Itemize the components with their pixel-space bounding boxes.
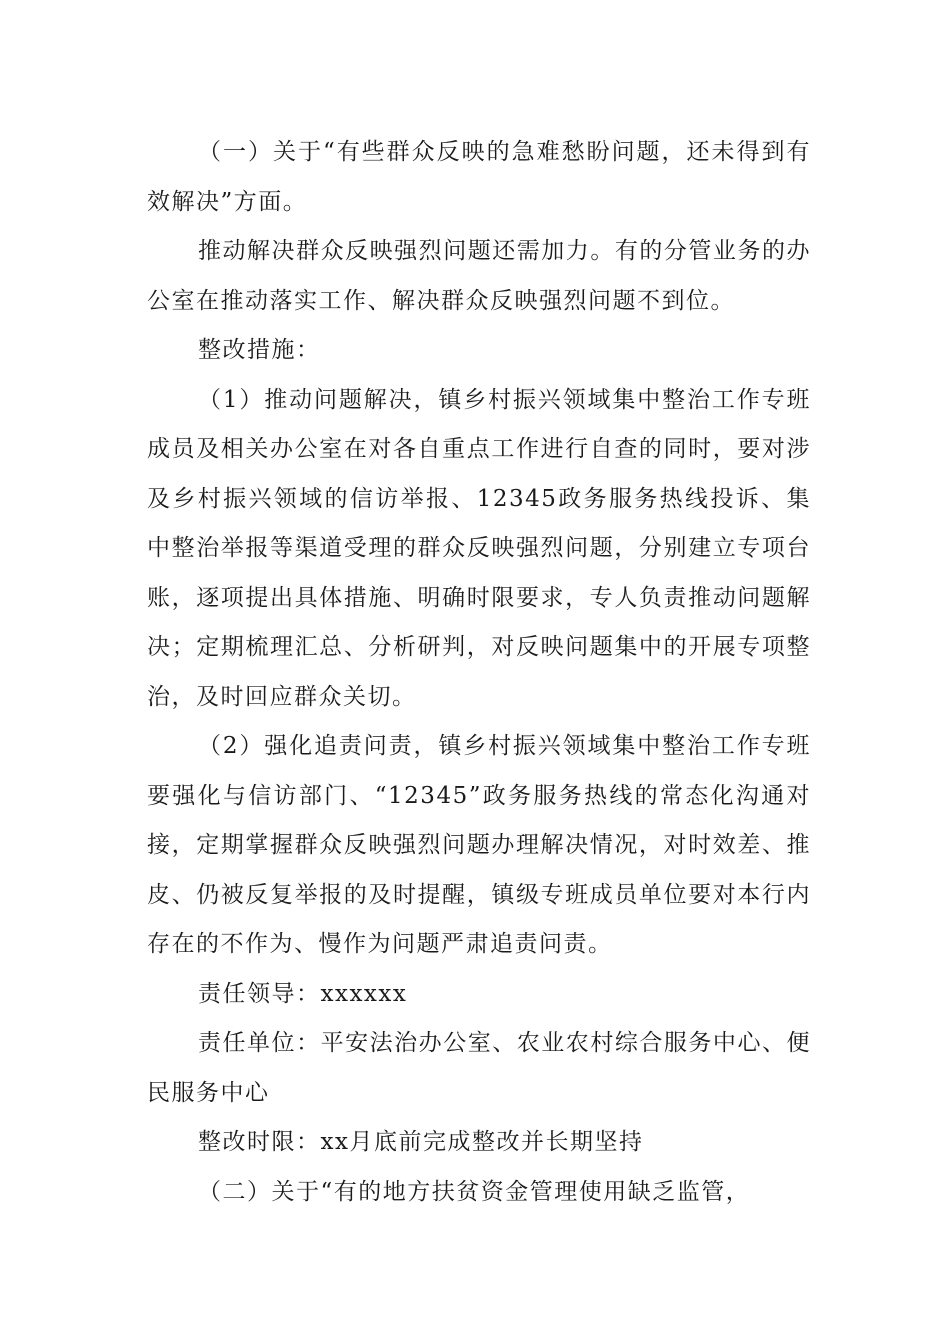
measure-2-paragraph: （2）强化追责问责，镇乡村振兴领域集中整治工作专班要强化与信访部门、“12345”政务服务热线的常态化沟通对接，定期掌握群众反映强烈问题办理解决情况，对时效差、推皮、仍被反复举报的及时提醒，镇级专班成员单位要对本行内存在的不作为、慢作为问题严肃追责问责。 (147, 733, 811, 957)
problem-description: 推动解决群众反映强烈问题还需加力。有的分管业务的办公室在推动落实工作、解决群众反映强烈问题不到位。 (147, 238, 811, 314)
responsible-leader: 责任领导：xxxxxx (198, 980, 408, 1007)
measures-heading: 整改措施： (198, 337, 321, 363)
section-two-heading: （二）关于“有的地方扶贫资金管理使用缺乏监管， (198, 1178, 751, 1205)
measure-1-paragraph: （1）推动问题解决，镇乡村振兴领域集中整治工作专班成员及相关办公室在对各自重点工作进行自查的同时，要对涉及乡村振兴领域的信访举报、12345政务服务热线投诉、集中整治举报等渠道受理的群众反映强烈问题，分别建立专项台账，逐项提出具体措施、明确时限要求，专人负责推动问题解决；定期梳理汇总、分析研判，对反映问题集中的开展专项整治，及时回应群众关切。 (147, 386, 811, 710)
rectification-deadline: 整改时限：xx月底前完成整改并长期坚持 (198, 1129, 644, 1155)
section-one-heading: （一）关于“有些群众反映的急难愁盼问题，还未得到有效解决”方面。 (147, 139, 811, 215)
document-body (147, 128, 811, 1217)
responsible-units: 责任单位：平安法治办公室、农业农村综合服务中心、便民服务中心 (147, 1030, 811, 1106)
